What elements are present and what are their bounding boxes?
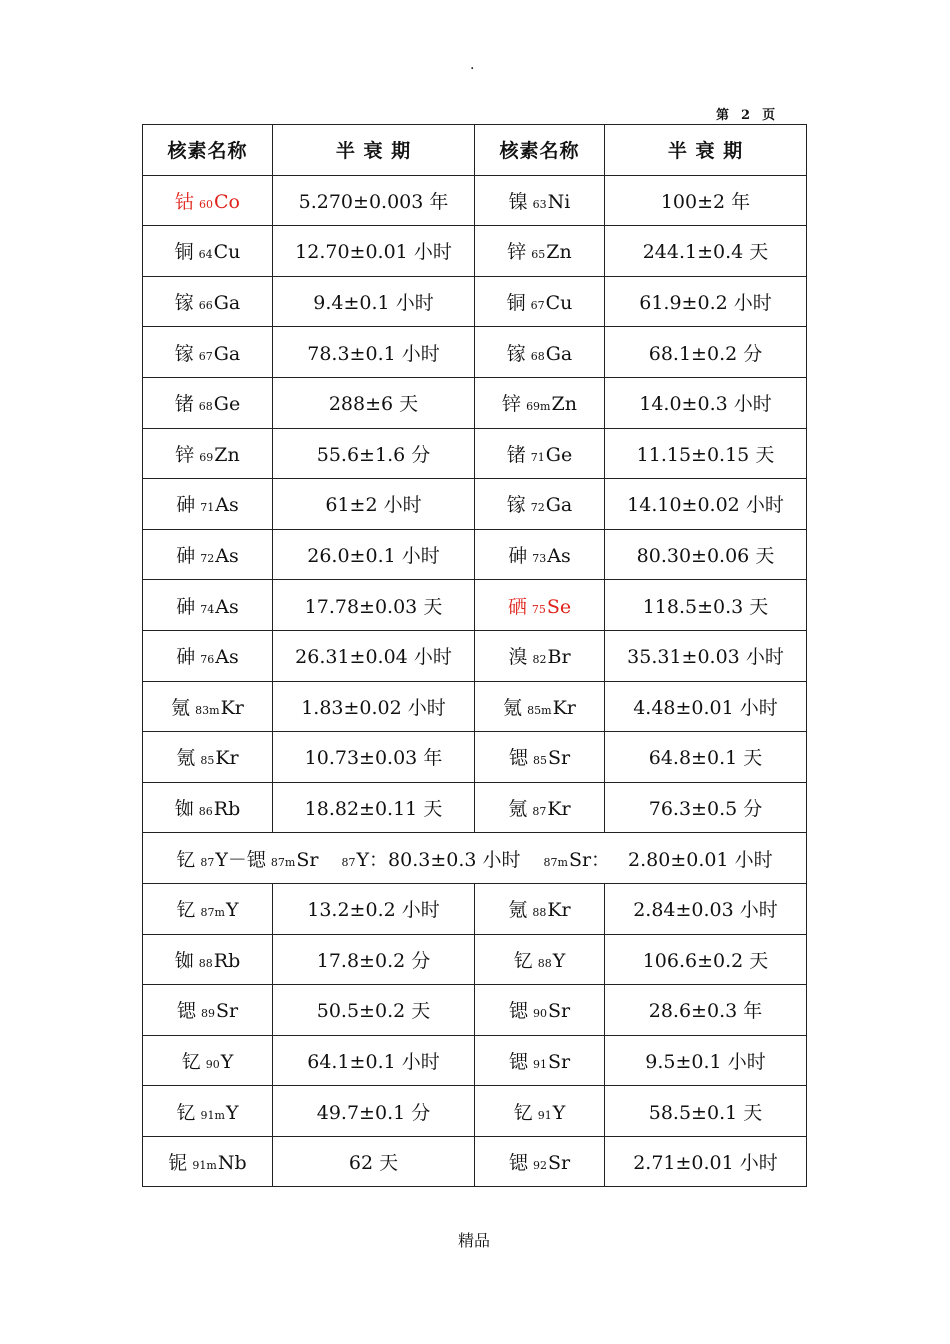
element-symbol: As [547, 545, 571, 568]
table-row [143, 833, 807, 884]
mass-number: 87 [341, 855, 356, 869]
table-row [143, 1035, 807, 1086]
element-symbol: Ni [547, 190, 571, 213]
half-life-cell: 2.84±0.03 小时 [605, 883, 807, 934]
element-name: 铜 [506, 292, 526, 315]
page-number: 第 2 页 [716, 108, 777, 123]
element-name: 钇 [513, 949, 533, 972]
element-name: 砷 [176, 494, 196, 517]
nuclide-cell [143, 377, 273, 428]
nuclide-cell [475, 934, 605, 985]
header-nuclide-name: 核素名称 [143, 125, 273, 176]
mass-number: 88 [532, 906, 547, 920]
nuclide-cell [475, 175, 605, 226]
nuclide-cell [143, 782, 273, 833]
mass-number: 60 [199, 197, 214, 211]
element-symbol: Sr [547, 1050, 571, 1073]
element-symbol: Y [225, 899, 239, 922]
element-name: 锗 [506, 443, 526, 466]
half-life-cell: 2.71±0.01 小时 [605, 1136, 807, 1187]
table-row [143, 175, 807, 226]
nuclide-cell [143, 175, 273, 226]
element-name: 铷 [174, 949, 194, 972]
element-symbol: Kr [215, 747, 239, 770]
element-symbol: As [215, 494, 239, 517]
element-name: 锶 [508, 1050, 528, 1073]
half-life-cell: 244.1±0.4 天 [605, 226, 807, 277]
element-name: 溴 [508, 646, 528, 669]
mass-number: 68 [198, 400, 213, 414]
header-half-life: 半 衰 期 [605, 125, 807, 176]
mass-number: 67 [198, 349, 213, 363]
nuclide-cell [143, 732, 273, 783]
nuclide-cell [143, 681, 273, 732]
element-symbol: Ga [545, 342, 573, 365]
element-name: 砷 [176, 646, 196, 669]
half-life-value: 80.3±0.3 小时 [388, 848, 521, 871]
header-half-life: 半 衰 期 [273, 125, 475, 176]
element-symbol: Ge [213, 393, 241, 416]
table-row [143, 630, 807, 681]
half-life-cell: 1.83±0.02 小时 [273, 681, 475, 732]
element-symbol: Sr [296, 848, 319, 871]
combined-decay-cell [143, 833, 807, 884]
mass-number: 90 [532, 1007, 547, 1021]
mass-number: 71 [530, 450, 545, 464]
element-name: 钴 [175, 190, 195, 213]
half-life-cell: 28.6±0.3 年 [605, 985, 807, 1036]
half-life-cell: 14.10±0.02 小时 [605, 479, 807, 530]
table-row [143, 226, 807, 277]
nuclide-cell [143, 428, 273, 479]
nuclide-cell [475, 226, 605, 277]
mass-number: 73 [532, 552, 547, 566]
nuclide-cell [143, 479, 273, 530]
mass-number: 66 [198, 299, 213, 313]
mass-number: 67 [530, 299, 545, 313]
element-symbol: Cu [213, 241, 241, 264]
table-row [143, 377, 807, 428]
element-symbol: Kr [547, 899, 571, 922]
element-name: 镓 [506, 494, 526, 517]
mass-number: 91 [537, 1108, 552, 1122]
mass-number: 71 [200, 501, 215, 515]
mass-number: 87m [200, 906, 225, 920]
mass-number: 74 [200, 602, 215, 616]
mass-number: 65 [531, 248, 546, 262]
half-life-table [142, 124, 807, 1187]
table-row [143, 428, 807, 479]
nuclide-cell [475, 681, 605, 732]
element-symbol: Se [546, 595, 572, 618]
half-life-cell: 64.1±0.1 小时 [273, 1035, 475, 1086]
nuclide-cell [143, 985, 273, 1036]
header-nuclide-name: 核素名称 [475, 125, 605, 176]
element-name: 铜 [174, 241, 194, 264]
half-life-cell: 10.73±0.03 年 [273, 732, 475, 783]
half-life-cell: 11.15±0.15 天 [605, 428, 807, 479]
element-name: 锌 [175, 443, 195, 466]
element-name: 钇 [176, 1101, 196, 1124]
mass-number: 89 [200, 1007, 215, 1021]
element-name: 钇 [176, 899, 196, 922]
nuclide-cell [475, 276, 605, 327]
element-name: 锶 [508, 747, 528, 770]
mass-number: 91m [200, 1108, 225, 1122]
element-name: 氪 [503, 696, 523, 719]
mass-number: 76 [200, 653, 215, 667]
element-name: 锌 [502, 393, 522, 416]
half-life-cell: 13.2±0.2 小时 [273, 883, 475, 934]
mass-number: 68 [530, 349, 545, 363]
half-life-cell: 80.30±0.06 天 [605, 529, 807, 580]
element-symbol: Br [547, 646, 571, 669]
element-symbol: Sr [547, 747, 571, 770]
mass-number: 91m [192, 1159, 217, 1173]
half-life-cell: 61±2 小时 [273, 479, 475, 530]
nuclide-cell [143, 327, 273, 378]
nuclide-cell [475, 529, 605, 580]
element-name: 氪 [508, 798, 528, 821]
half-life-cell: 17.8±0.2 分 [273, 934, 475, 985]
element-symbol: Cu [545, 292, 573, 315]
mass-number: 64 [198, 248, 213, 262]
nuclide-cell [475, 985, 605, 1036]
element-name: 镓 [174, 292, 194, 315]
mass-number: 85 [200, 754, 215, 768]
table-row [143, 327, 807, 378]
half-life-cell: 26.31±0.04 小时 [273, 630, 475, 681]
mass-number: 83m [195, 703, 220, 717]
half-life-cell: 100±2 年 [605, 175, 807, 226]
parent-daughter-label: Y－锶 [215, 848, 266, 871]
element-symbol: Sr： [568, 848, 611, 871]
half-life-cell: 5.270±0.003 年 [273, 175, 475, 226]
element-symbol: Rb [213, 949, 241, 972]
element-name: 氪 [171, 696, 191, 719]
table-row [143, 732, 807, 783]
nuclide-cell [143, 630, 273, 681]
element-symbol: Y： [356, 848, 389, 871]
mass-number: 88 [537, 956, 552, 970]
half-life-cell: 106.6±0.2 天 [605, 934, 807, 985]
element-symbol: Ga [213, 342, 241, 365]
element-name: 氪 [176, 747, 196, 770]
table-header-row [143, 125, 807, 176]
nuclide-cell [143, 1086, 273, 1137]
mass-number: 88 [198, 956, 213, 970]
element-name: 钇 [176, 848, 196, 871]
half-life-cell: 9.4±0.1 小时 [273, 276, 475, 327]
nuclide-cell [143, 580, 273, 631]
mass-number: 69 [199, 450, 214, 464]
element-symbol: Y [225, 1101, 239, 1124]
half-life-cell: 18.82±0.11 天 [273, 782, 475, 833]
half-life-cell: 118.5±0.3 天 [605, 580, 807, 631]
nuclide-cell [475, 782, 605, 833]
element-name: 锶 [508, 1000, 528, 1023]
nuclide-cell [143, 1136, 273, 1187]
half-life-cell: 17.78±0.03 天 [273, 580, 475, 631]
table-row [143, 580, 807, 631]
half-life-cell: 4.48±0.01 小时 [605, 681, 807, 732]
element-symbol: Zn [214, 443, 240, 466]
half-life-cell: 78.3±0.1 小时 [273, 327, 475, 378]
nuclide-cell [475, 580, 605, 631]
half-life-cell: 55.6±1.6 分 [273, 428, 475, 479]
half-life-cell: 50.5±0.2 天 [273, 985, 475, 1036]
element-name: 镍 [508, 190, 528, 213]
mass-number: 92 [532, 1159, 547, 1173]
header-dot: . [470, 57, 475, 73]
half-life-cell: 35.31±0.03 小时 [605, 630, 807, 681]
nuclide-cell [475, 1086, 605, 1137]
mass-number: 72 [530, 501, 545, 515]
element-symbol: Y [220, 1050, 234, 1073]
element-symbol: Rb [213, 798, 241, 821]
half-life-value: 2.80±0.01 小时 [628, 848, 773, 871]
half-life-cell: 61.9±0.2 小时 [605, 276, 807, 327]
nuclide-cell [475, 883, 605, 934]
element-symbol: As [215, 595, 239, 618]
element-symbol: Kr [552, 696, 576, 719]
element-symbol: Sr [547, 1152, 571, 1175]
element-symbol: As [215, 545, 239, 568]
element-symbol: Y [552, 949, 566, 972]
table-row [143, 1086, 807, 1137]
half-life-cell: 58.5±0.1 天 [605, 1086, 807, 1137]
mass-number: 91 [532, 1057, 547, 1071]
element-name: 锗 [174, 393, 194, 416]
nuclide-cell [475, 479, 605, 530]
mass-number: 87 [200, 855, 215, 869]
mass-number: 87m [270, 855, 296, 869]
mass-number: 72 [200, 552, 215, 566]
half-life-cell: 26.0±0.1 小时 [273, 529, 475, 580]
table-row [143, 276, 807, 327]
nuclide-cell [475, 732, 605, 783]
nuclide-cell [475, 428, 605, 479]
element-symbol: As [215, 646, 239, 669]
nuclide-cell [143, 883, 273, 934]
element-name: 钇 [513, 1101, 533, 1124]
table-row [143, 681, 807, 732]
element-symbol: Ga [213, 292, 241, 315]
mass-number: 87 [532, 805, 547, 819]
table-row [143, 883, 807, 934]
element-symbol: Co [214, 190, 240, 213]
nuclide-cell [143, 276, 273, 327]
nuclide-cell [143, 529, 273, 580]
element-symbol: Sr [215, 1000, 239, 1023]
half-life-cell: 49.7±0.1 分 [273, 1086, 475, 1137]
footer-text: 精品 [458, 1231, 491, 1250]
element-symbol: Sr [547, 1000, 571, 1023]
element-name: 砷 [176, 595, 196, 618]
table-row [143, 782, 807, 833]
half-life-cell: 288±6 天 [273, 377, 475, 428]
table-row [143, 479, 807, 530]
half-life-cell: 64.8±0.1 天 [605, 732, 807, 783]
table-row [143, 529, 807, 580]
half-life-cell: 14.0±0.3 小时 [605, 377, 807, 428]
element-name: 铷 [174, 798, 194, 821]
element-name: 锶 [176, 1000, 196, 1023]
element-name: 铌 [168, 1152, 188, 1175]
element-name: 砷 [508, 545, 528, 568]
element-name: 砷 [176, 545, 196, 568]
element-symbol: Ga [545, 494, 573, 517]
element-name: 镓 [174, 342, 194, 365]
table-row [143, 934, 807, 985]
half-life-cell: 9.5±0.1 小时 [605, 1035, 807, 1086]
nuclide-cell [475, 630, 605, 681]
element-symbol: Ge [545, 443, 573, 466]
element-symbol: Zn [551, 393, 577, 416]
element-name: 硒 [507, 595, 527, 618]
mass-number: 82 [532, 653, 547, 667]
table-row [143, 985, 807, 1036]
mass-number: 85m [527, 703, 552, 717]
mass-number: 85 [532, 754, 547, 768]
half-life-cell: 68.1±0.2 分 [605, 327, 807, 378]
table-row [143, 1136, 807, 1187]
mass-number: 87m [543, 855, 568, 869]
nuclide-cell [475, 1035, 605, 1086]
element-name: 锌 [507, 241, 527, 264]
element-name: 氪 [508, 899, 528, 922]
mass-number: 63 [532, 197, 547, 211]
mass-number: 75 [531, 602, 546, 616]
element-symbol: Nb [217, 1152, 247, 1175]
half-life-cell: 76.3±0.5 分 [605, 782, 807, 833]
nuclide-cell [143, 226, 273, 277]
mass-number: 90 [205, 1057, 220, 1071]
element-symbol: Kr [547, 798, 571, 821]
half-life-cell: 12.70±0.01 小时 [273, 226, 475, 277]
half-life-cell: 62 天 [273, 1136, 475, 1187]
nuclide-cell [143, 934, 273, 985]
element-symbol: Y [552, 1101, 566, 1124]
element-symbol: Kr [220, 696, 244, 719]
mass-number: 86 [198, 805, 213, 819]
element-name: 镓 [506, 342, 526, 365]
element-symbol: Zn [546, 241, 572, 264]
nuclide-cell [475, 327, 605, 378]
element-name: 锶 [508, 1152, 528, 1175]
nuclide-cell [475, 377, 605, 428]
nuclide-cell [475, 1136, 605, 1187]
mass-number: 69m [526, 400, 551, 414]
nuclide-cell [143, 1035, 273, 1086]
element-name: 钇 [181, 1050, 201, 1073]
